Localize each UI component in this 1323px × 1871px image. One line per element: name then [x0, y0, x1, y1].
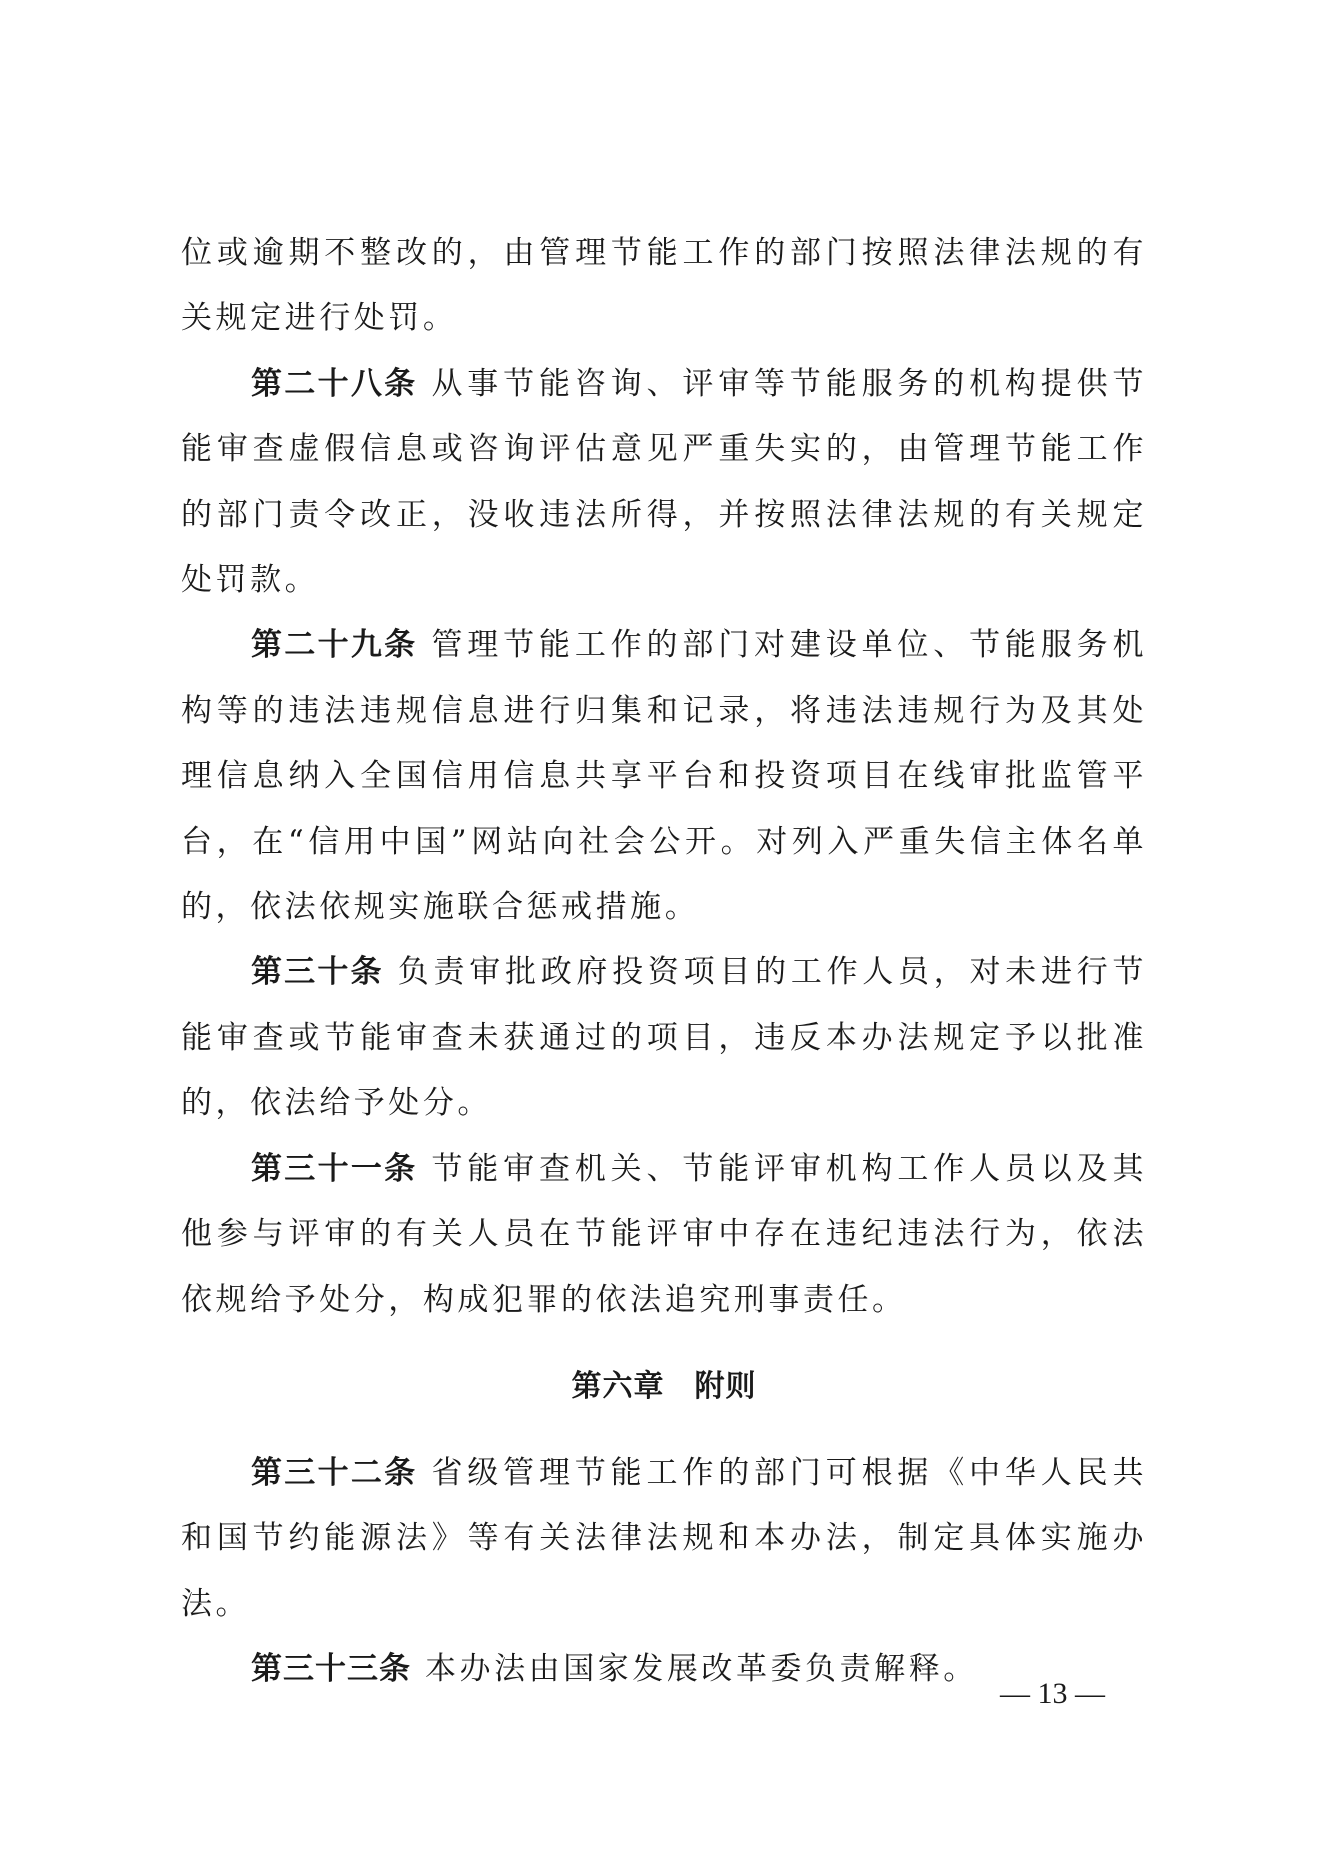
article-text: 管理节能工作的部门对建设单位、节能服务机构等的违法违规信息进行归集和记录，将违法违规行为及其处理信息纳入全国信用信息共享平台和投资项目在线审批监管平台，在“信用中国”网站向社会公开。对列入严重失信主体名单的，依法依规实施联合惩戒措施。 — [181, 627, 1148, 926]
article-text: 从事节能咨询、评审等节能服务的机构提供节能审查虚假信息或咨询评估意见严重失实的，由管理节能工作的部门责令改正，没收违法所得，并按照法律法规的有关规定处罚款。 — [181, 365, 1148, 599]
document-body — [181, 221, 1147, 1703]
article-heading: 第三十一条 — [251, 1150, 418, 1187]
chapter-heading — [181, 1355, 1147, 1419]
article-text: 负责审批政府投资项目的工作人员，对未进行节能审查或节能审查未获通过的项目，违反本办法规定予以批准的，依法给予处分。 — [181, 954, 1147, 1122]
article-29 — [181, 613, 1147, 940]
article-heading: 第三十条 — [251, 954, 384, 991]
chapter-title: 附则 — [694, 1368, 757, 1404]
article-text: 本办法由国家发展改革委负责解释。 — [425, 1651, 978, 1688]
article-heading: 第三十二条 — [251, 1454, 418, 1491]
chapter-number: 第六章 — [571, 1368, 665, 1404]
article-30 — [181, 940, 1147, 1136]
continued-paragraph — [181, 221, 1147, 352]
page-number: — 13 — — [1000, 1677, 1105, 1710]
article-text: 节能审查机关、节能评审机构工作人员以及其他参与评审的有关人员在节能评审中存在违纪违法行为，依法依规给予处分，构成犯罪的依法追究刑事责任。 — [181, 1150, 1148, 1318]
article-28 — [181, 352, 1147, 614]
article-text: 省级管理节能工作的部门可根据《中华人民共和国节约能源法》等有关法律法规和本办法，制定具体实施办法。 — [181, 1454, 1148, 1622]
article-heading: 第二十八条 — [251, 365, 418, 402]
article-heading: 第二十九条 — [251, 627, 418, 664]
article-32 — [181, 1441, 1147, 1637]
paragraph-text: 位或逾期不整改的，由管理节能工作的部门按照法律法规的有关规定进行处罚。 — [181, 235, 1147, 337]
article-heading: 第三十三条 — [251, 1651, 411, 1688]
article-31 — [181, 1137, 1147, 1333]
